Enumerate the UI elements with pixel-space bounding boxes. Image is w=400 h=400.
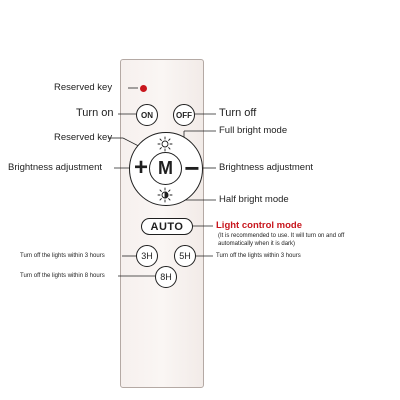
light-control-mode-caption: Light control mode — [216, 220, 303, 231]
turn-off-caption: Turn off — [219, 107, 257, 119]
timer-8h-caption: Turn off the lights within 8 hours — [20, 273, 105, 279]
timer-8h-label: 8H — [160, 272, 172, 282]
timer-5h-label: 5H — [179, 251, 191, 261]
auto-label: AUTO — [150, 220, 184, 233]
brightness-down-button[interactable]: − — [184, 152, 200, 183]
half-bright-mode-caption: Half bright mode — [219, 194, 289, 205]
turn-off-button[interactable] — [173, 104, 195, 126]
reserved-key-label-mid: Reserved key — [54, 132, 113, 143]
turn-on-label: ON — [141, 110, 153, 120]
timer-3h-label: 3H — [141, 251, 153, 261]
timer-3h-button[interactable] — [136, 245, 158, 267]
timer-3h-caption-right: Turn off the lights within 3 hours — [216, 253, 301, 259]
turn-off-label: OFF — [176, 110, 192, 120]
turn-on-caption: Turn on — [76, 107, 114, 119]
mode-label: M — [158, 158, 173, 178]
half-bright-sun-icon[interactable] — [157, 187, 173, 203]
timer-3h-caption-left: Turn off the lights within 3 hours — [20, 253, 105, 259]
mode-button[interactable] — [149, 152, 182, 185]
brightness-up-button[interactable]: + — [133, 154, 148, 181]
auto-button[interactable] — [141, 218, 193, 235]
full-bright-sun-icon[interactable] — [157, 136, 173, 152]
brightness-adjustment-caption-right: Brightness adjustment — [219, 162, 313, 173]
full-bright-mode-caption: Full bright mode — [219, 125, 288, 136]
brightness-adjustment-caption-left: Brightness adjustment — [8, 162, 102, 173]
turn-on-button[interactable] — [136, 104, 158, 126]
timer-5h-button[interactable] — [174, 245, 196, 267]
reserved-key-label-top: Reserved key — [54, 82, 113, 93]
reserved-key-button[interactable] — [140, 85, 147, 92]
timer-8h-button[interactable] — [155, 266, 177, 288]
light-control-note: (It is recommended to use. It will turn on and off automatically when it is dark) — [218, 233, 345, 247]
